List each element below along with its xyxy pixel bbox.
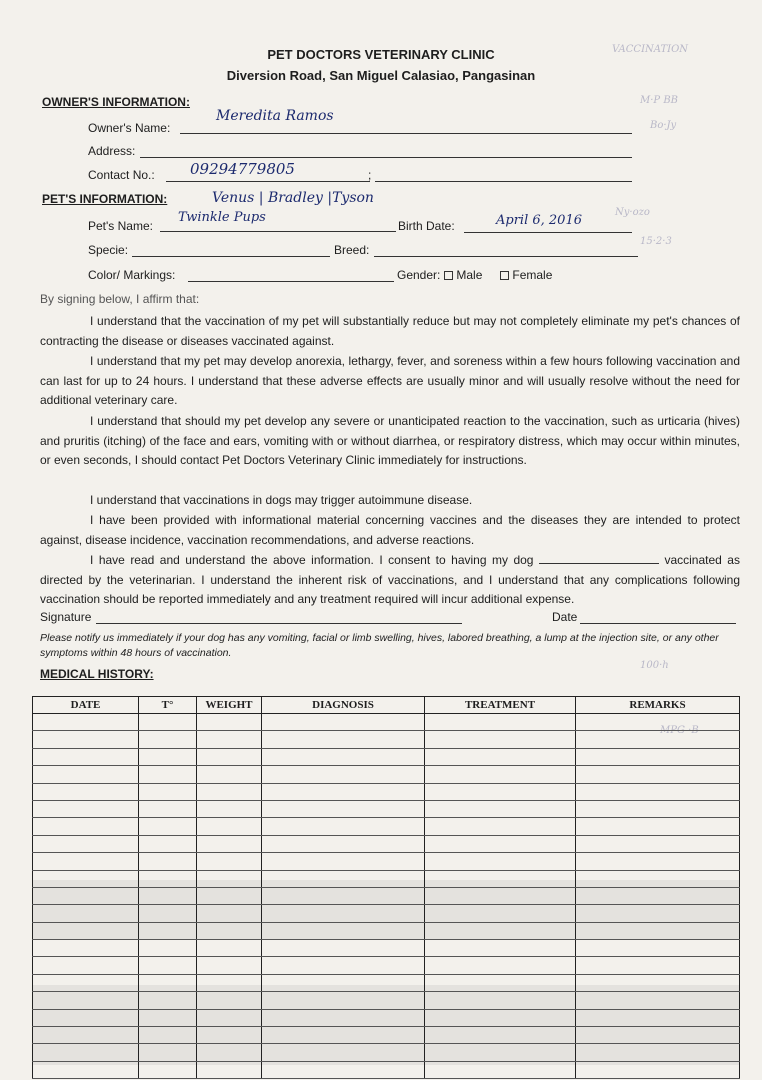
consent-paragraph-1: I understand that the vaccination of my pet will substantially reduce but may not completely eliminate my pet's chances of contracting the disease or diseases vaccinated against.	[40, 314, 740, 348]
dog-name-field[interactable]	[539, 553, 659, 564]
temperature-cell[interactable]	[139, 835, 197, 852]
date-cell[interactable]	[33, 835, 139, 852]
owner-section-heading: OWNER'S INFORMATION:	[42, 95, 190, 109]
temperature-cell[interactable]	[139, 766, 197, 783]
treatment-cell[interactable]	[425, 870, 576, 887]
table-row	[33, 1009, 740, 1026]
date-cell[interactable]	[33, 1027, 139, 1044]
male-label: Male	[456, 268, 483, 282]
weight-cell[interactable]	[197, 1027, 262, 1044]
diagnosis-cell[interactable]	[262, 766, 425, 783]
diagnosis-cell[interactable]	[262, 870, 425, 887]
pet-section-heading: PET'S INFORMATION:	[42, 192, 168, 206]
col-header-diagnosis: DIAGNOSIS	[262, 697, 425, 714]
pet-name-field[interactable]	[160, 231, 396, 232]
date-cell[interactable]	[33, 940, 139, 957]
table-row	[33, 783, 740, 800]
remarks-cell[interactable]	[576, 1027, 740, 1044]
date-label: Date	[552, 610, 578, 624]
table-row	[33, 974, 740, 991]
table-row	[33, 714, 740, 731]
table-row	[33, 766, 740, 783]
table-row	[33, 818, 740, 835]
pet-name-value: Twinkle Pups	[178, 210, 266, 225]
diagnosis-cell[interactable]	[262, 922, 425, 939]
weight-cell[interactable]	[197, 748, 262, 765]
owner-name-field[interactable]	[180, 133, 632, 134]
date-cell[interactable]	[33, 766, 139, 783]
weight-cell[interactable]	[197, 1009, 262, 1026]
diagnosis-cell[interactable]	[262, 818, 425, 835]
diagnosis-cell[interactable]	[262, 853, 425, 870]
clinic-name: PET DOCTORS VETERINARY CLINIC	[267, 47, 495, 62]
date-cell[interactable]	[33, 783, 139, 800]
treatment-cell[interactable]	[425, 974, 576, 991]
diagnosis-cell[interactable]	[262, 800, 425, 817]
temperature-cell[interactable]	[139, 940, 197, 957]
signature-label: Signature	[40, 610, 92, 624]
weight-cell[interactable]	[197, 853, 262, 870]
weight-cell[interactable]	[197, 800, 262, 817]
specie-field[interactable]	[132, 256, 330, 257]
contact-value: 09294779805	[190, 160, 295, 178]
temperature-cell[interactable]	[139, 870, 197, 887]
remarks-cell[interactable]	[576, 1009, 740, 1026]
weight-cell[interactable]	[197, 870, 262, 887]
contact-label: Contact No.:	[88, 168, 155, 182]
temperature-cell[interactable]	[139, 783, 197, 800]
treatment-cell[interactable]	[425, 922, 576, 939]
table-row	[33, 1027, 740, 1044]
treatment-cell[interactable]	[425, 992, 576, 1009]
gender-label: Gender:	[397, 268, 441, 282]
temperature-cell[interactable]	[139, 974, 197, 991]
temperature-cell[interactable]	[139, 853, 197, 870]
date-cell[interactable]	[33, 853, 139, 870]
medical-history-heading: MEDICAL HISTORY:	[40, 667, 154, 681]
diagnosis-cell[interactable]	[262, 783, 425, 800]
table-row	[33, 992, 740, 1009]
weight-cell[interactable]	[197, 818, 262, 835]
diagnosis-cell[interactable]	[262, 957, 425, 974]
weight-cell[interactable]	[197, 714, 262, 731]
treatment-cell[interactable]	[425, 818, 576, 835]
color-markings-label: Color/ Markings:	[88, 268, 176, 282]
weight-cell[interactable]	[197, 957, 262, 974]
address-field[interactable]	[140, 157, 632, 158]
bleed-through-mark: 15·2·3	[640, 236, 672, 247]
temperature-cell[interactable]	[139, 748, 197, 765]
date-cell[interactable]	[33, 818, 139, 835]
contact-suffix: ;	[368, 168, 372, 182]
date-cell[interactable]	[33, 1044, 139, 1061]
diagnosis-cell[interactable]	[262, 1044, 425, 1061]
treatment-cell[interactable]	[425, 766, 576, 783]
temperature-cell[interactable]	[139, 714, 197, 731]
notice-text: Please notify us immediately if your dog has any vomiting, facial or limb swelling, hives, labored breathing, a lump at the injection site, or any other symptoms within 48 hours of vaccination.	[40, 632, 719, 659]
treatment-cell[interactable]	[425, 957, 576, 974]
consent-paragraph-6: I have read and understand the above information. I consent to having my dog vaccinated as directed by the veterinarian. I understand the inherent risk of vaccinations, and I understand that any complications following vaccination should be reported immediately and any treatment required will incur additional expense.	[40, 553, 740, 606]
medical-history-table	[32, 696, 740, 1079]
temperature-cell[interactable]	[139, 992, 197, 1009]
treatment-cell[interactable]	[425, 853, 576, 870]
treatment-cell[interactable]	[425, 1027, 576, 1044]
temperature-cell[interactable]	[139, 887, 197, 904]
diagnosis-cell[interactable]	[262, 905, 425, 922]
color-markings-field[interactable]	[188, 281, 394, 282]
remarks-cell[interactable]	[576, 766, 740, 783]
table-row	[33, 748, 740, 765]
weight-cell[interactable]	[197, 905, 262, 922]
date-cell[interactable]	[33, 957, 139, 974]
consent-paragraph-2: I understand that my pet may develop anorexia, lethargy, fever, and soreness within a few hours following vaccination and can last for up to 24 hours. I understand that these adverse effects are usually minor and will usually resolve without the need for additional veterinary care.	[40, 354, 740, 407]
address-label: Address:	[88, 144, 136, 158]
remarks-cell[interactable]	[576, 974, 740, 991]
date-cell[interactable]	[33, 922, 139, 939]
remarks-cell[interactable]	[576, 800, 740, 817]
temperature-cell[interactable]	[139, 1061, 197, 1078]
col-header-temperature: T°	[139, 697, 197, 714]
contact-field[interactable]	[166, 181, 370, 182]
bleed-through-mark: Ny·ozo	[615, 207, 650, 218]
diagnosis-cell[interactable]	[262, 1027, 425, 1044]
treatment-cell[interactable]	[425, 1009, 576, 1026]
diagnosis-cell[interactable]	[262, 940, 425, 957]
remarks-cell[interactable]	[576, 870, 740, 887]
diagnosis-cell[interactable]	[262, 835, 425, 852]
diagnosis-cell[interactable]	[262, 1009, 425, 1026]
remarks-cell[interactable]	[576, 940, 740, 957]
contact-field-extra[interactable]	[375, 181, 632, 182]
bleed-through-mark: Bo·Jy	[650, 120, 677, 131]
treatment-cell[interactable]	[425, 731, 576, 748]
temperature-cell[interactable]	[139, 1009, 197, 1026]
table-row	[33, 800, 740, 817]
temperature-cell[interactable]	[139, 922, 197, 939]
table-row	[33, 1044, 740, 1061]
date-cell[interactable]	[33, 1061, 139, 1078]
remarks-cell[interactable]	[576, 835, 740, 852]
treatment-cell[interactable]	[425, 940, 576, 957]
remarks-cell[interactable]	[576, 992, 740, 1009]
bleed-through-mark: 100·h	[640, 660, 669, 671]
remarks-cell[interactable]	[576, 818, 740, 835]
weight-cell[interactable]	[197, 1044, 262, 1061]
weight-cell[interactable]	[197, 783, 262, 800]
temperature-cell[interactable]	[139, 800, 197, 817]
diagnosis-cell[interactable]	[262, 748, 425, 765]
remarks-cell[interactable]	[576, 783, 740, 800]
pet-heading-note: Venus | Bradley |Tyson	[212, 190, 374, 206]
table-row	[33, 870, 740, 887]
consent-paragraph-4: I understand that vaccinations in dogs may trigger autoimmune disease.	[90, 493, 473, 507]
female-checkbox[interactable]	[500, 271, 509, 280]
remarks-cell[interactable]	[576, 853, 740, 870]
bleed-through-mark: VACCINATION	[612, 44, 689, 55]
consent-paragraph-3: I understand that should my pet develop any severe or unanticipated reaction to the vaccination, such as urticaria (hives) and pruritis (itching) of the face and ears, vomiting with or without diarrhea, or respiratory distress, which may occur within minutes, or even seconds, I should contact Pet Doctors Veterinary Clinic immediately for instructions.	[40, 414, 740, 467]
bleed-through-mark: M·P BB	[640, 95, 679, 106]
col-header-date: DATE	[33, 697, 139, 714]
diagnosis-cell[interactable]	[262, 992, 425, 1009]
temperature-cell[interactable]	[139, 1027, 197, 1044]
weight-cell[interactable]	[197, 835, 262, 852]
remarks-cell[interactable]	[576, 748, 740, 765]
breed-field[interactable]	[374, 256, 638, 257]
table-row	[33, 853, 740, 870]
treatment-cell[interactable]	[425, 835, 576, 852]
temperature-cell[interactable]	[139, 957, 197, 974]
treatment-cell[interactable]	[425, 905, 576, 922]
pet-name-label: Pet's Name:	[88, 219, 153, 233]
table-row	[33, 905, 740, 922]
remarks-cell[interactable]	[576, 731, 740, 748]
owner-name-label: Owner's Name:	[88, 121, 171, 135]
birth-date-value: April 6, 2016	[496, 213, 582, 228]
date-cell[interactable]	[33, 870, 139, 887]
clinic-address: Diversion Road, San Miguel Calasiao, Pangasinan	[226, 68, 536, 83]
signature-field[interactable]	[96, 623, 462, 624]
gender-group	[397, 268, 552, 282]
diagnosis-cell[interactable]	[262, 731, 425, 748]
treatment-cell[interactable]	[425, 748, 576, 765]
table-row	[33, 835, 740, 852]
weight-cell[interactable]	[197, 940, 262, 957]
remarks-cell[interactable]	[576, 957, 740, 974]
remarks-cell[interactable]	[576, 905, 740, 922]
date-cell[interactable]	[33, 1009, 139, 1026]
remarks-cell[interactable]	[576, 922, 740, 939]
male-checkbox[interactable]	[444, 271, 453, 280]
treatment-cell[interactable]	[425, 800, 576, 817]
table-row	[33, 731, 740, 748]
remarks-cell[interactable]	[576, 1061, 740, 1078]
owner-name-value: Meredita Ramos	[216, 108, 334, 124]
table-row	[33, 957, 740, 974]
temperature-cell[interactable]	[139, 905, 197, 922]
consent-paragraph-5: I have been provided with informational material concerning vaccines and the diseases they are intended to protect against, disease incidence, vaccination recommendations, and adverse reactions.	[40, 513, 740, 547]
weight-cell[interactable]	[197, 992, 262, 1009]
date-field[interactable]	[580, 623, 736, 624]
treatment-cell[interactable]	[425, 783, 576, 800]
bleed-through-mark: MPG ·B	[660, 725, 699, 736]
date-cell[interactable]	[33, 714, 139, 731]
temperature-cell[interactable]	[139, 818, 197, 835]
date-cell[interactable]	[33, 974, 139, 991]
date-cell[interactable]	[33, 992, 139, 1009]
diagnosis-cell[interactable]	[262, 974, 425, 991]
weight-cell[interactable]	[197, 731, 262, 748]
birth-date-field[interactable]	[464, 232, 632, 233]
diagnosis-cell[interactable]	[262, 887, 425, 904]
weight-cell[interactable]	[197, 974, 262, 991]
temperature-cell[interactable]	[139, 1044, 197, 1061]
col-header-remarks: REMARKS	[576, 697, 740, 714]
col-header-treatment: TREATMENT	[425, 697, 576, 714]
date-cell[interactable]	[33, 731, 139, 748]
table-row	[33, 922, 740, 939]
table-row	[33, 940, 740, 957]
consent-intro: By signing below, I affirm that:	[40, 292, 200, 306]
table-row	[33, 887, 740, 904]
weight-cell[interactable]	[197, 887, 262, 904]
diagnosis-cell[interactable]	[262, 714, 425, 731]
date-cell[interactable]	[33, 887, 139, 904]
diagnosis-cell[interactable]	[262, 1061, 425, 1078]
date-cell[interactable]	[33, 748, 139, 765]
remarks-cell[interactable]	[576, 1044, 740, 1061]
treatment-cell[interactable]	[425, 1044, 576, 1061]
female-label: Female	[512, 268, 553, 282]
weight-cell[interactable]	[197, 922, 262, 939]
table-row	[33, 1061, 740, 1078]
remarks-cell[interactable]	[576, 887, 740, 904]
weight-cell[interactable]	[197, 766, 262, 783]
treatment-cell[interactable]	[425, 887, 576, 904]
col-header-weight: WEIGHT	[197, 697, 262, 714]
treatment-cell[interactable]	[425, 1061, 576, 1078]
remarks-cell[interactable]	[576, 714, 740, 731]
date-cell[interactable]	[33, 905, 139, 922]
treatment-cell[interactable]	[425, 714, 576, 731]
birth-date-label: Birth Date:	[398, 219, 455, 233]
specie-label: Specie:	[88, 243, 129, 257]
weight-cell[interactable]	[197, 1061, 262, 1078]
temperature-cell[interactable]	[139, 731, 197, 748]
date-cell[interactable]	[33, 800, 139, 817]
breed-label: Breed:	[334, 243, 370, 257]
table-header-row	[33, 697, 740, 714]
